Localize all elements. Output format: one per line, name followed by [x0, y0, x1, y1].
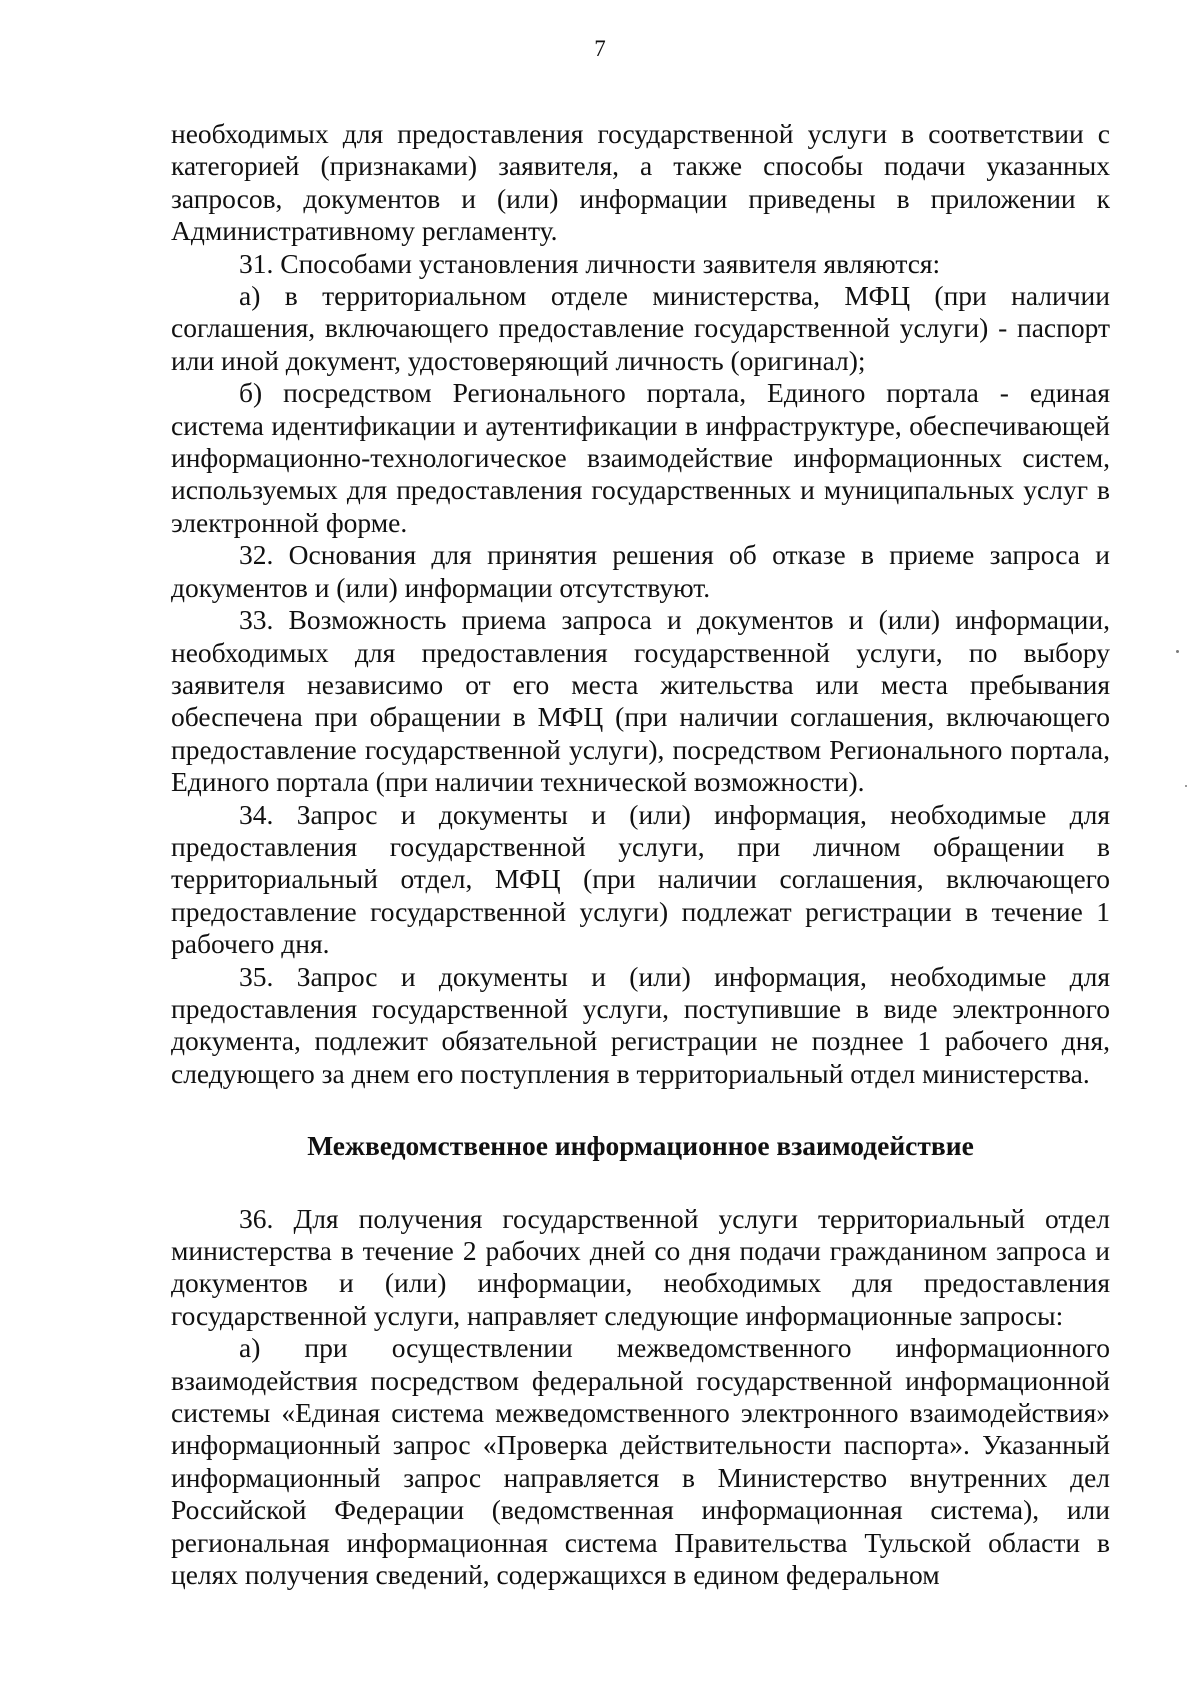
body-text: [171, 118, 1110, 1591]
paragraph-34: 34. Запрос и документы и (или) информация, необходимые для предоставления государственной услуги, при личном обращении в территориальный отдел, МФЦ (при наличии соглашения, включающего предоставление государственной услуги) подлежат регистрации в течение 1 рабочего дня.: [171, 798, 1110, 960]
paragraph-31: 31. Способами установления личности заявителя являются:: [239, 247, 941, 279]
section-heading: Межведомственное информационное взаимодействие: [307, 1130, 974, 1162]
paragraph-33: 33. Возможность приема запроса и документов и (или) информации, необходимых для предоставления государственной услуги, по выбору заявителя независимо от его места жительства или места пребывания обеспечена при обращении в МФЦ (при наличии соглашения, включающего предоставление государственной услуги), посредством Регионального портала, Единого портала (при наличии технической возможности).: [171, 604, 1110, 798]
paragraph-31-a: а) в территориальном отделе министерства, МФЦ (при наличии соглашения, включающего предоставление государственной услуги) - паспорт или иной документ, удостоверяющий личность (оригинал);: [171, 280, 1110, 376]
scan-dust-mark: [1185, 785, 1187, 787]
scan-dust-mark: [1176, 650, 1179, 653]
paragraph-31-b: б) посредством Регионального портала, Единого портала - единая система идентификации и аутентификации в инфраструктуре, обеспечивающей информационно-технологическое взаимодействие информационных систем, используемых для предоставления государственных и муниципальных услуг в электронной форме.: [171, 377, 1110, 538]
paragraph-35: 35. Запрос и документы и (или) информация, необходимые для предоставления государственной услуги, поступившие в виде электронного документа, подлежит обязательной регистрации не позднее 1 рабочего дня, следующего за днем его поступления в территориальный отдел министерства.: [171, 960, 1110, 1089]
paragraph-32: 32. Основания для принятия решения об отказе в приеме запроса и документов и (или) информации отсутствуют.: [171, 539, 1110, 603]
paragraph-36-a: а) при осуществлении межведомственного информационного взаимодействия посредством федеральной государственной информационной системы «Единая система межведомственного электронного взаимодействия» информационный запрос «Проверка действительности паспорта». Указанный информационный запрос направляется в Министерство внутренних дел Российской Федерации (ведомственная информационная система), или региональная информационная система Правительства Тульской области в целях получения сведений, содержащихся в едином федеральном: [171, 1332, 1110, 1591]
page-number: 7: [594, 36, 606, 61]
paragraph-36: 36. Для получения государственной услуги территориальный отдел министерства в течение 2 рабочих дней со дня подачи гражданином запроса и документов и (или) информации, необходимых для предоставления государственной услуги, направляет следующие информационные запросы:: [171, 1202, 1110, 1331]
paragraph-continuation: необходимых для предоставления государственной услуги в соответствии с категорией (признаками) заявителя, а также способы подачи указанных запросов, документов и (или) информации приведены в приложении к Административному регламенту.: [171, 118, 1110, 247]
